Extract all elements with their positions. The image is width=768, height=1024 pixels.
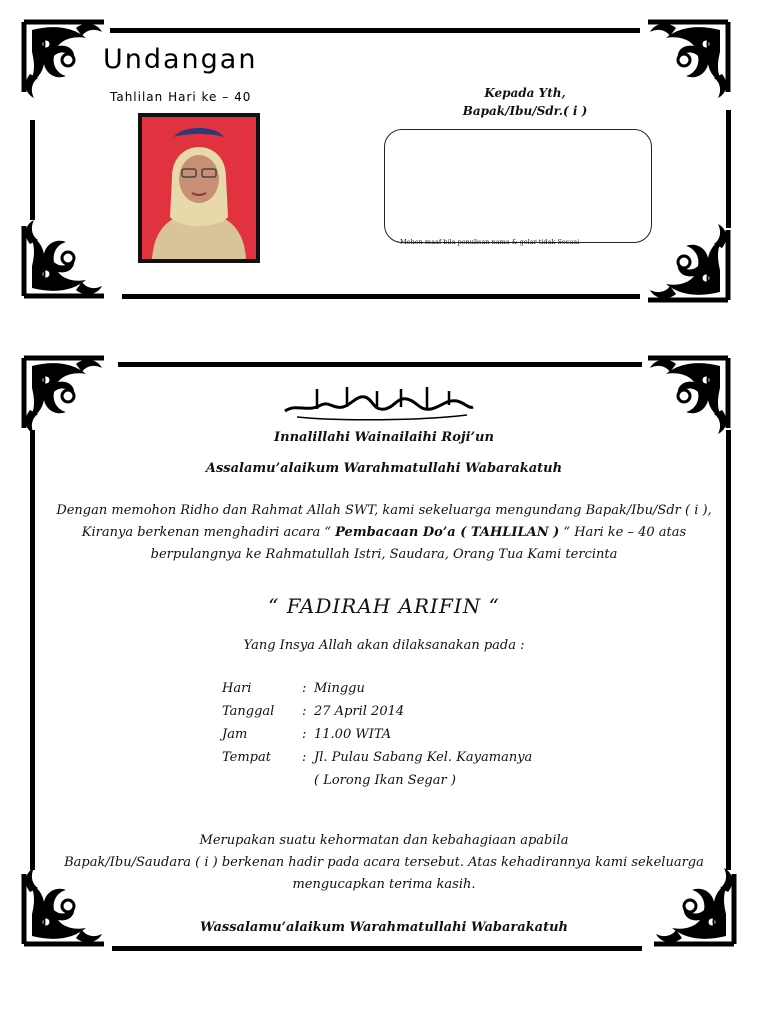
- ornament-top-right-icon: [640, 14, 736, 100]
- detail-row-place-2: [222, 769, 532, 792]
- detail-value: ( Lorong Ikan Segar ): [314, 773, 456, 788]
- detail-value: Minggu: [314, 681, 365, 696]
- main-border-bottom-line: [112, 946, 642, 951]
- basmala-calligraphy-icon: [277, 383, 477, 423]
- paragraph-part-1: Dengan memohon Ridho dan Rahmat Allah SWT, kami sekeluarga mengundang Bapak/Ibu/Sdr ( i ), Kiranya berkenan menghadiri acara “: [56, 503, 712, 540]
- invitation-subtitle: Tahlilan Hari ke – 40: [110, 90, 252, 104]
- deceased-name: “ FADIRAH ARIFIN “: [268, 594, 500, 618]
- detail-value: 27 April 2014: [314, 704, 405, 719]
- invitation-paragraph: [50, 500, 718, 566]
- recipient-line-1: Kepada Yth,: [484, 86, 566, 100]
- basmala-calligraphy: [277, 383, 477, 423]
- recipient-name-box[interactable]: [384, 129, 652, 243]
- invitation-title: Undangan: [103, 44, 258, 75]
- closing-line-1: Merupakan suatu kehormatan dan kebahagiaan apabila: [199, 833, 569, 848]
- recipient-heading: [420, 84, 630, 120]
- detail-row-place: [222, 746, 532, 769]
- detail-separator: :: [302, 727, 307, 742]
- recipient-line-2: Bapak/Ibu/Sdr.( i ): [462, 104, 588, 118]
- detail-row-time: [222, 723, 532, 746]
- detail-label: Tanggal: [222, 704, 275, 719]
- schedule-intro: Yang Insya Allah akan dilaksanakan pada :: [243, 638, 525, 653]
- border-left-line: [30, 120, 35, 220]
- closing-line-2: Bapak/Ibu/Saudara ( i ) berkenan hadir pada acara tersebut. Atas kehadirannya kami sekeluarga: [64, 855, 704, 870]
- detail-value: 11.00 WITA: [314, 727, 392, 742]
- detail-separator: :: [302, 750, 307, 765]
- main-ornament-top-right-icon: [640, 350, 736, 436]
- closing-line-3: mengucapkan terima kasih.: [292, 877, 476, 892]
- detail-row-day: [222, 677, 532, 700]
- detail-separator: :: [302, 681, 307, 696]
- ornament-bottom-left-icon: [16, 218, 112, 304]
- main-ornament-top-left-icon: [16, 350, 112, 436]
- portrait-figure-icon: [142, 117, 256, 259]
- event-details: [222, 677, 532, 792]
- detail-label: Tempat: [222, 750, 271, 765]
- detail-separator: :: [302, 704, 307, 719]
- detail-label: Hari: [222, 681, 252, 696]
- paragraph-part-2: “ Hari ke – 40 atas berpulangnya ke Rahmatullah Istri, Saudara, Orang Tua Kami tercinta: [150, 525, 687, 562]
- ornament-bottom-right-icon: [640, 222, 736, 308]
- detail-value: Jl. Pulau Sabang Kel. Kayamanya: [314, 750, 533, 765]
- closing-paragraph: [40, 830, 728, 896]
- main-border-top-line: [118, 362, 642, 367]
- detail-label: Jam: [222, 727, 248, 742]
- border-right-line: [726, 110, 731, 228]
- border-bottom-line: [122, 294, 640, 299]
- portrait-photo: [138, 113, 260, 263]
- ornament-top-left-icon: [16, 14, 112, 100]
- detail-row-date: [222, 700, 532, 723]
- address-note: Mohon maaf bila penulisan nama & gelar tidak Sesuai: [400, 238, 580, 246]
- opening-line-1: Innalillahi Wainailaihi Roji’un: [274, 430, 494, 445]
- opening-line-2: Assalamu’alaikum Warahmatullahi Wabarakatuh: [205, 461, 563, 476]
- farewell-line: Wassalamu’alaikum Warahmatullahi Wabarakatuh: [200, 920, 568, 935]
- border-top-line: [110, 28, 640, 33]
- paragraph-event-name: Pembacaan Do’a ( TAHLILAN ): [335, 525, 560, 540]
